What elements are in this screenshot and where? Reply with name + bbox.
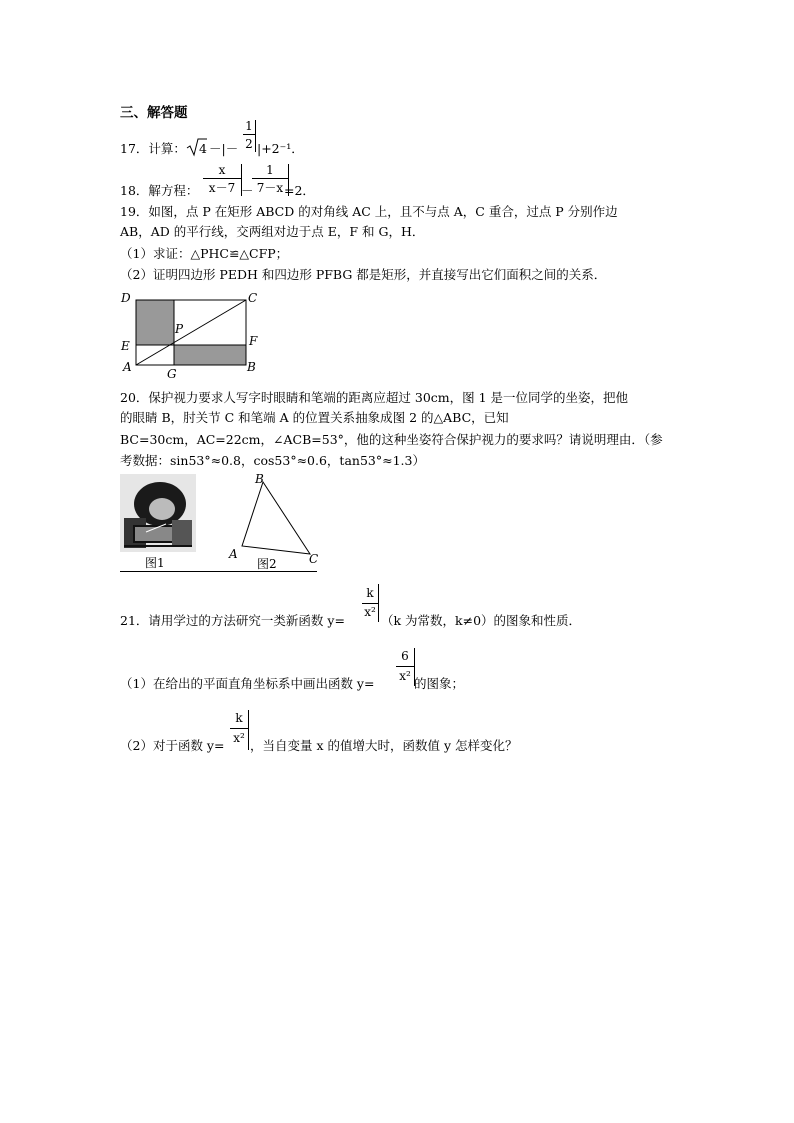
q17-frac-bar bbox=[243, 134, 255, 135]
q20-line3: BC=30cm，AC=22cm，∠ACB=53°，他的这种坐姿符合保护视力的要求吗？请说明理由．（参 bbox=[120, 432, 663, 447]
q21-p1-den: x² bbox=[399, 669, 411, 683]
q21-intro-suffix: （k 为常数，k≠0）的图象和性质． bbox=[381, 613, 582, 628]
fig2-caption: 图2 bbox=[257, 557, 277, 571]
q18-minus: － bbox=[241, 183, 254, 198]
q18-f2-den: 7－x bbox=[256, 181, 284, 195]
label-C: C bbox=[248, 291, 258, 305]
q17-frac-edge bbox=[255, 120, 256, 152]
q21-p2-prefix: （2）对于函数 y= bbox=[120, 738, 225, 753]
q17-prefix: 17．计算： bbox=[120, 141, 186, 156]
q18-suffix: =2． bbox=[284, 183, 315, 198]
q17-sqrt-arg: 4 bbox=[199, 141, 207, 156]
label-G: G bbox=[167, 367, 177, 381]
label-A: A bbox=[123, 360, 132, 374]
q21-intro-bar bbox=[362, 603, 378, 604]
q21-p2-suffix: ，当自变量 x 的值增大时，函数值 y 怎样变化？ bbox=[250, 738, 518, 753]
student-photo bbox=[120, 474, 196, 554]
figure-baseline bbox=[120, 571, 317, 572]
q18-f1-bar bbox=[203, 178, 241, 179]
label-P: P bbox=[175, 322, 184, 336]
q20-line1: 20．保护视力要求人写字时眼睛和笔端的距离应超过 30cm，图 1 是一位同学的坐姿，把他 bbox=[120, 390, 629, 405]
q21-intro-den: x² bbox=[364, 605, 376, 619]
q18-f2-num: 1 bbox=[266, 163, 274, 177]
triangle-label-B: B bbox=[255, 472, 264, 486]
triangle-label-C: C bbox=[309, 552, 319, 566]
q21-p2-bar bbox=[230, 728, 248, 729]
q21-intro-edge bbox=[378, 584, 379, 622]
q17-frac-num: 1 bbox=[245, 119, 253, 133]
q20-line4: 考数据：sin53°≈0.8，cos53°≈0.6，tan53°≈1.3） bbox=[120, 453, 425, 468]
triangle-label-A: A bbox=[229, 547, 238, 561]
q21-p1-num: 6 bbox=[401, 649, 409, 663]
q19-part1: （1）求证：△PHC≌△CFP； bbox=[120, 246, 289, 261]
q21-intro-num: k bbox=[366, 586, 374, 600]
q18-f1-num: x bbox=[218, 163, 226, 177]
section-title: 三、解答题 bbox=[120, 105, 188, 121]
q19-line1: 19．如图，点 P 在矩形 ABCD 的对角线 AC 上，且不与点 A，C 重合，过点 P 分别作边 bbox=[120, 204, 618, 219]
q21-p1-bar bbox=[396, 666, 414, 667]
q18-prefix: 18．解方程： bbox=[120, 183, 199, 198]
triangle-figure bbox=[226, 470, 326, 560]
label-B: B bbox=[247, 360, 256, 374]
q21-p1-prefix: （1）在给出的平面直角坐标系中画出函数 y= bbox=[120, 676, 375, 691]
rectangle-figure bbox=[118, 290, 268, 380]
q17-minus-abs: －|－ bbox=[209, 141, 239, 156]
q17-frac-den: 2 bbox=[245, 137, 253, 151]
q18-f2-bar bbox=[252, 178, 288, 179]
q19-part2: （2）证明四边形 PEDH 和四边形 PFBG 都是矩形，并直接写出它们面积之间的关系． bbox=[120, 267, 607, 282]
fig1-caption: 图1 bbox=[145, 556, 165, 570]
q21-p1-suffix: 的图象； bbox=[414, 676, 465, 691]
q21-p2-edge bbox=[248, 710, 249, 750]
label-D: D bbox=[121, 291, 131, 305]
q21-p2-num: k bbox=[235, 711, 243, 725]
label-F: F bbox=[249, 334, 258, 348]
q17-suffix: |+2⁻¹． bbox=[257, 141, 304, 156]
q19-line2: AB，AD 的平行线，交两组对边于点 E，F 和 G，H． bbox=[120, 224, 425, 239]
q18-f1-den: x－7 bbox=[208, 181, 236, 195]
q21-intro-prefix: 21．请用学过的方法研究一类新函数 y= bbox=[120, 613, 345, 628]
label-E: E bbox=[121, 339, 130, 353]
q21-p2-den: x² bbox=[233, 731, 245, 745]
q20-line2: 的眼睛 B，肘关节 C 和笔端 A 的位置关系抽象成图 2 的△ABC，已知 bbox=[120, 410, 509, 425]
